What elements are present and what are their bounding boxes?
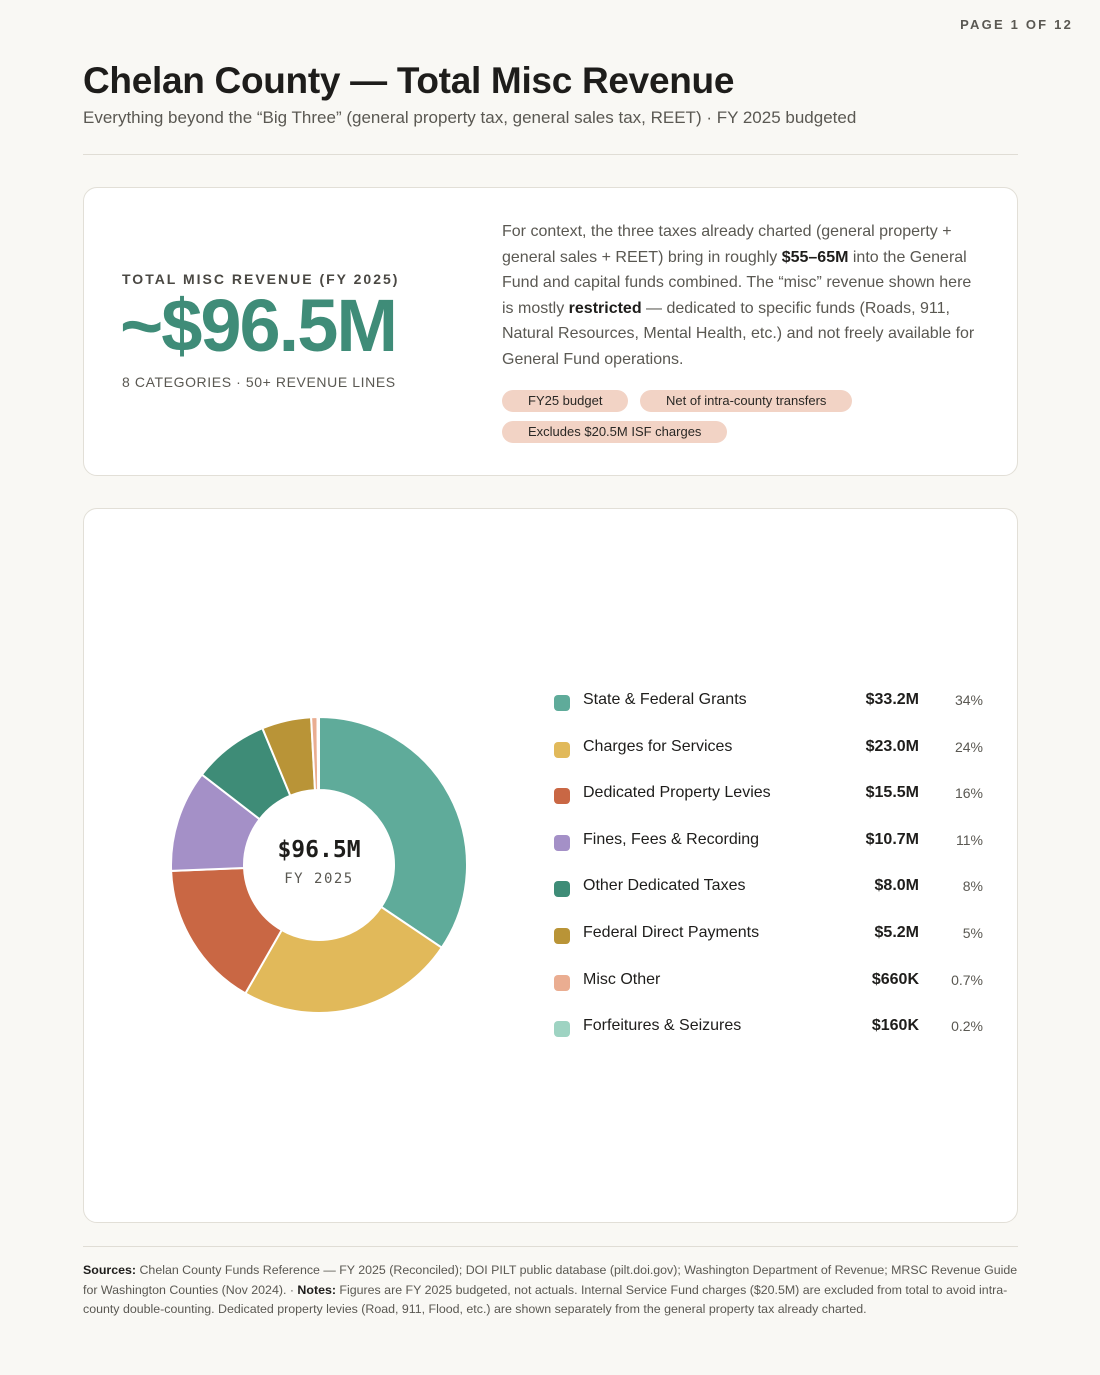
kpi-subtext: 8 CATEGORIES · 50+ REVENUE LINES (122, 374, 396, 390)
donut-center-label: FY 2025 (284, 871, 354, 887)
legend-swatch (554, 788, 570, 804)
page-number: PAGE 1 OF 12 (960, 17, 1073, 32)
legend-swatch (554, 928, 570, 944)
legend-label: Fines, Fees & Recording (583, 830, 760, 848)
kpi-label: TOTAL MISC REVENUE (FY 2025) (122, 271, 400, 287)
tag-excludes-isf: Excludes $20.5M ISF charges (502, 421, 727, 443)
donut-chart (169, 715, 469, 1015)
legend-percent: 0.2% (951, 1018, 983, 1035)
footer-divider (83, 1246, 1018, 1247)
notes-text: Figures are FY 2025 budgeted, not actuals. Internal Service Fund charges ($20.5M) are excluded from total to avoid intra-county double-counting. Dedicated property levies (Road, 911, Flood, etc.) are shown separately from the general property tax already charted. (83, 1282, 1008, 1317)
legend-label: Forfeitures & Seizures (583, 1017, 742, 1035)
context-text: For context, the three taxes already charted (general property + general sales + REET) bring in roughly (502, 223, 952, 266)
legend-swatch (554, 881, 570, 897)
legend-label: Dedicated Property Levies (583, 784, 771, 802)
legend-swatch (554, 695, 570, 711)
legend-label: Misc Other (583, 970, 661, 988)
context-text: — dedicated to specific funds (Roads, 911, Natural Resources, Mental Health, etc.) and not freely available for General Fund operations. (502, 299, 975, 368)
legend-label: Federal Direct Payments (583, 923, 760, 941)
header-divider (83, 154, 1018, 155)
legend-percent: 24% (954, 738, 983, 755)
legend-value: $10.7M (865, 830, 919, 848)
tag-net-transfers: Net of intra-county transfers (640, 390, 852, 412)
sources-text: Chelan County Funds Reference — FY 2025 (Reconciled); DOI PILT public database (pilt.doi.gov); Washington Department of Revenue; MRSC Revenue Guide for Washington Counties (Nov 2024). · (83, 1263, 1018, 1297)
legend-swatch (554, 835, 570, 851)
legend-item (554, 781, 984, 828)
donut-slice-state-federal-grants (319, 717, 467, 948)
legend-swatch (554, 975, 570, 991)
legend-percent: 34% (954, 692, 983, 708)
footnote (83, 1261, 1018, 1320)
context-paragraph (502, 219, 982, 372)
sources-label: Sources: (83, 1263, 137, 1277)
legend-label: State & Federal Grants (583, 691, 747, 708)
chart-card (83, 508, 1018, 1223)
notes-label: Notes: (297, 1282, 336, 1297)
legend-item (554, 921, 984, 968)
page-title: Chelan County — Total Misc Revenue (83, 60, 735, 101)
legend-label: Charges for Services (583, 737, 733, 755)
legend-value: $33.2M (865, 691, 919, 708)
legend-value: $660K (871, 970, 919, 988)
legend-value: $160K (871, 1017, 919, 1035)
legend-percent: 16% (954, 785, 983, 802)
legend-item (554, 735, 984, 782)
legend-swatch (554, 1021, 570, 1037)
page-subtitle: Everything beyond the “Big Three” (general property tax, general sales tax, REET) · FY 2025 budgeted (83, 108, 857, 127)
legend-item (554, 1014, 984, 1061)
legend-item (554, 874, 984, 921)
tag-fy25-budget: FY25 budget (502, 390, 628, 412)
legend-percent: 5% (962, 924, 983, 941)
summary-card (83, 187, 1018, 476)
legend-percent: 8% (962, 878, 983, 895)
legend-swatch (554, 742, 570, 758)
donut-center-value: $96.5M (277, 837, 361, 863)
legend-value: $5.2M (874, 923, 919, 941)
legend-percent: 11% (956, 831, 983, 848)
context-highlight-range: $55–65M (781, 248, 849, 266)
donut-slice-forfeitures-seizures (317, 717, 319, 790)
legend-item (554, 828, 984, 875)
kpi-value: ~$96.5M (120, 284, 397, 367)
legend-label: Other Dedicated Taxes (583, 877, 746, 895)
legend-item (554, 688, 984, 735)
legend-item (554, 968, 984, 1015)
legend-value: $8.0M (874, 877, 919, 895)
legend-percent: 0.7% (951, 971, 983, 988)
context-text: into the General Fund and capital funds combined. The “misc” revenue shown here is mostly (502, 248, 972, 317)
legend-value: $23.0M (865, 737, 919, 755)
context-highlight-restricted: restricted (568, 299, 642, 317)
chart-legend (554, 688, 984, 1061)
legend-value: $15.5M (865, 784, 919, 802)
